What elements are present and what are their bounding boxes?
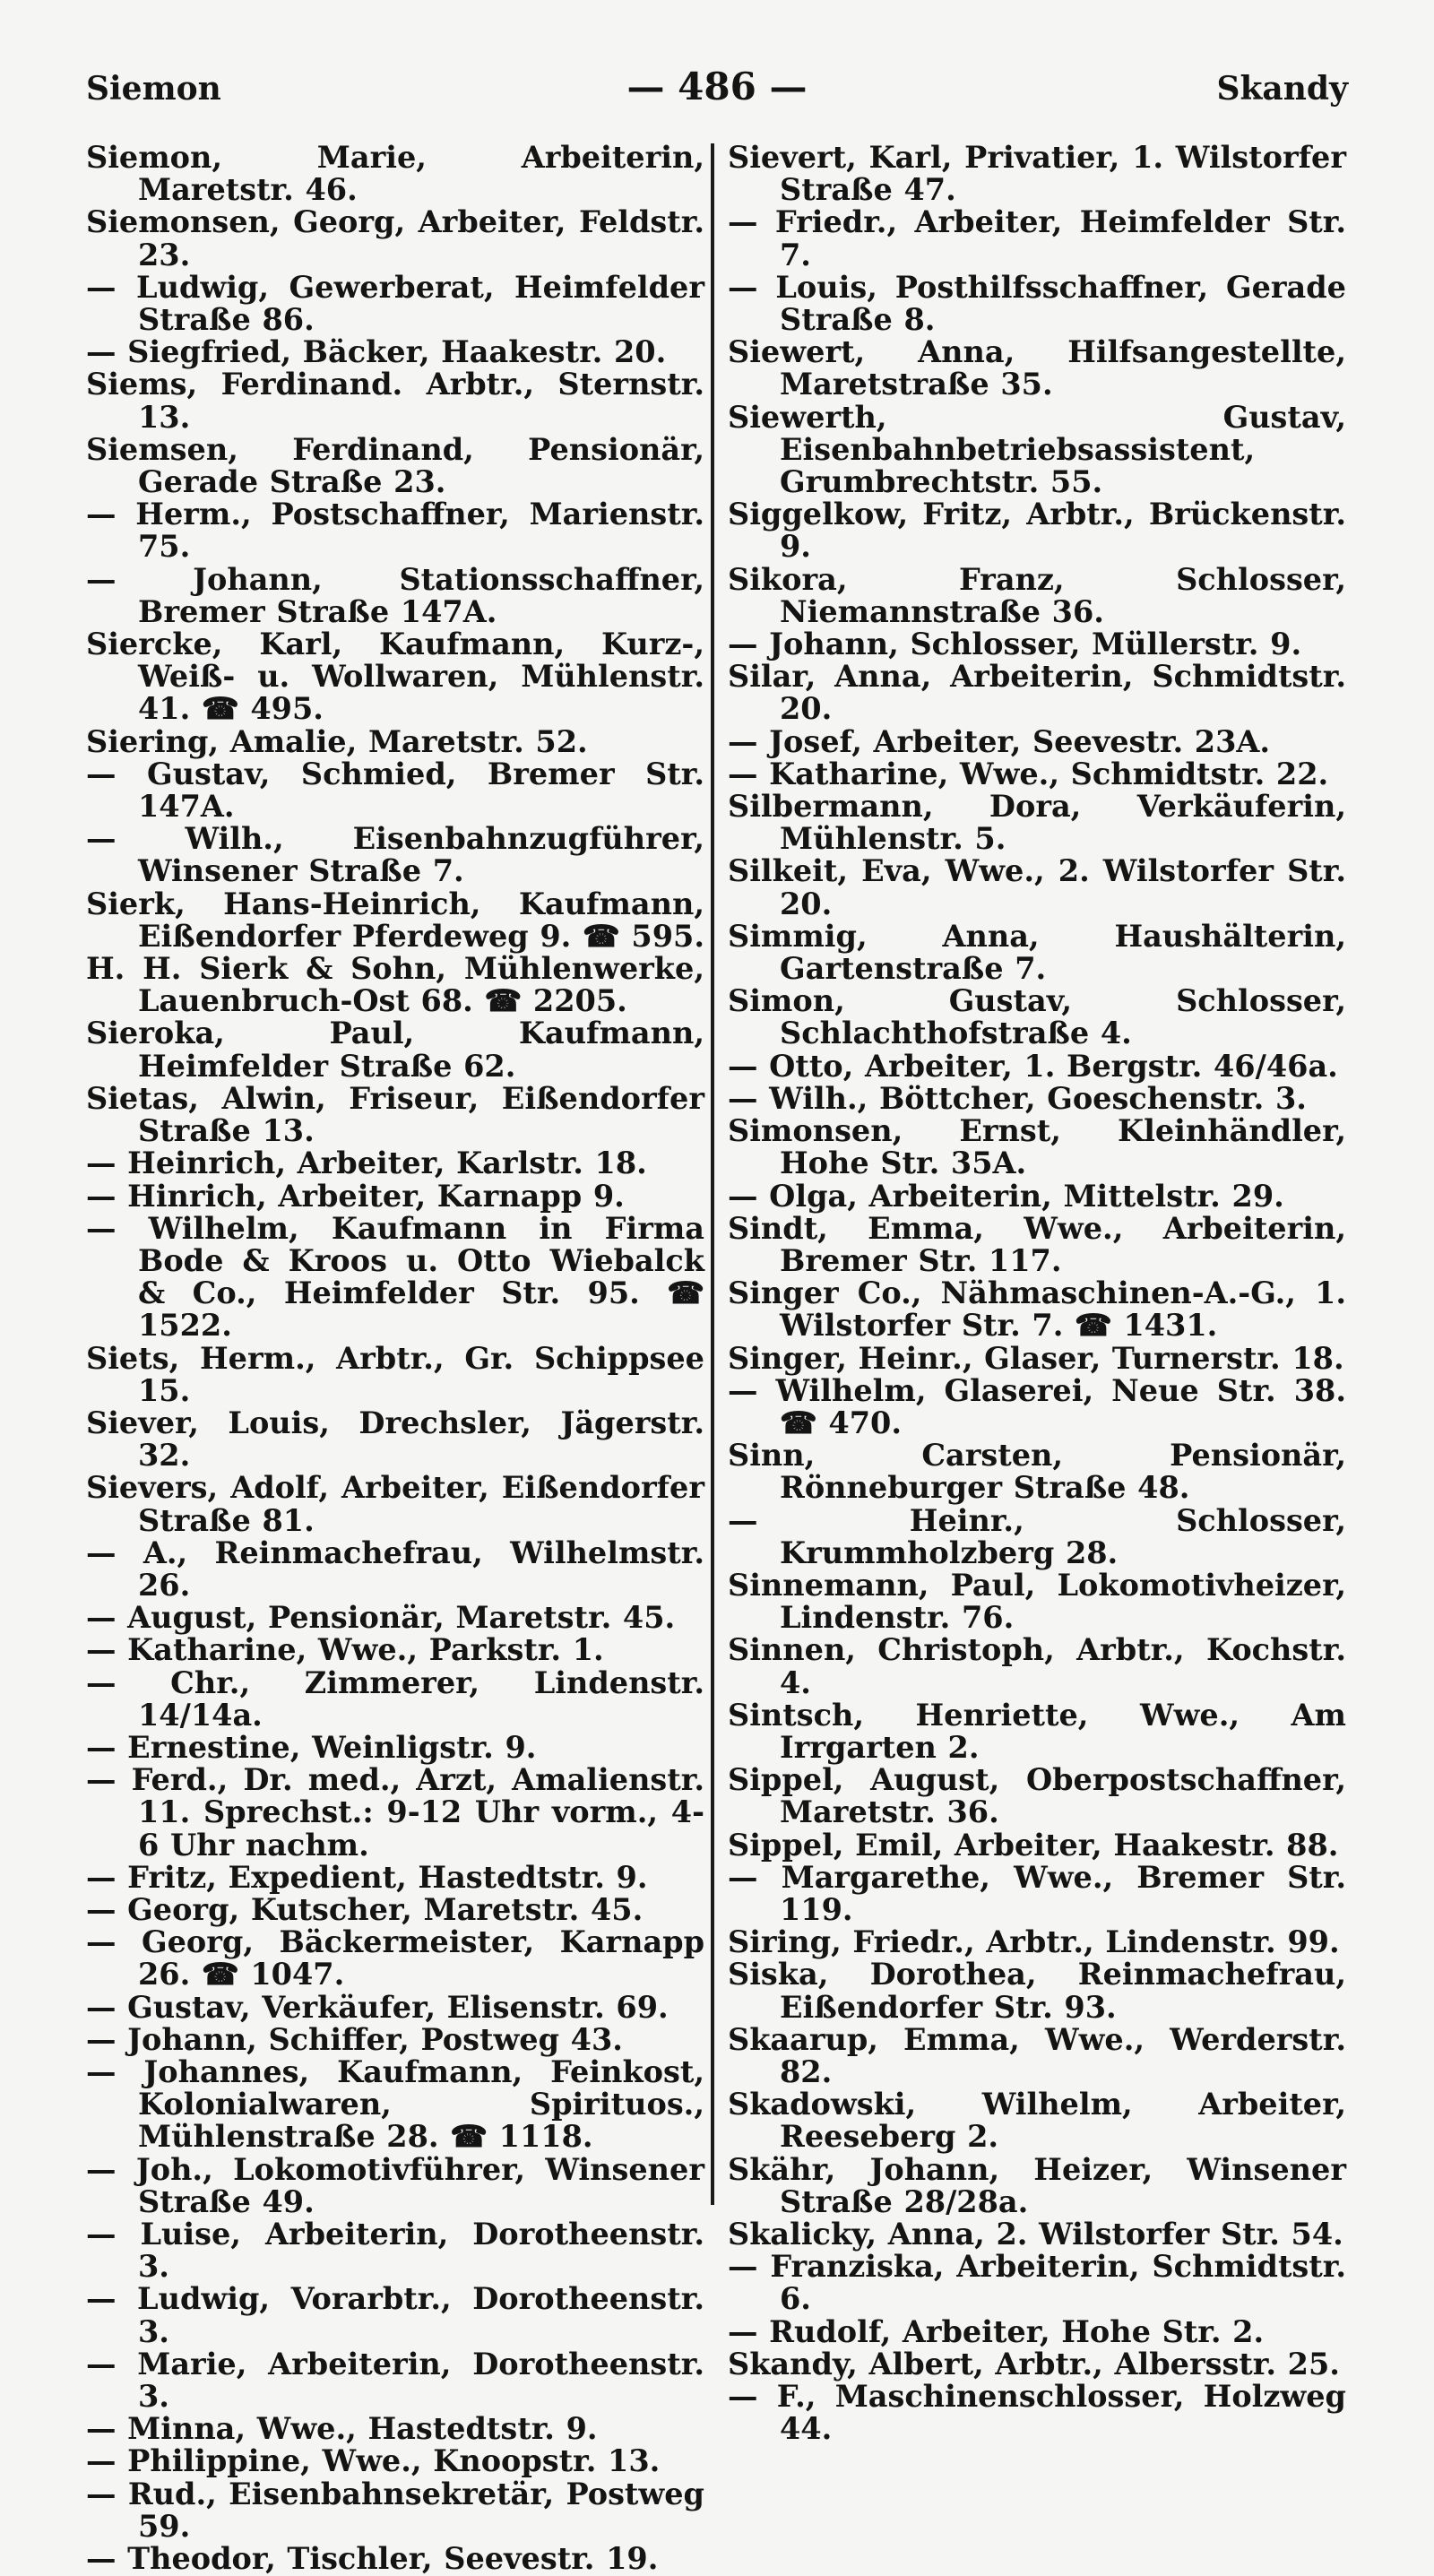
left-column bbox=[86, 142, 704, 2575]
directory-entry: — Herm., Postschaffner, Marienstr. 75. bbox=[86, 497, 704, 565]
directory-entry: — Josef, Arbeiter, Seevestr. 23A. bbox=[728, 723, 1271, 759]
directory-entry: — Friedr., Arbeiter, Heimfelder Str. 7. bbox=[728, 204, 1346, 272]
directory-entry: — Chr., Zimmerer, Lindenstr. 14/14a. bbox=[86, 1664, 704, 1733]
right-column bbox=[728, 142, 1346, 2445]
directory-entry: — Wilhelm, Glaserei, Neue Str. 38. ☎ 470. bbox=[728, 1372, 1346, 1440]
directory-entry: — Georg, Bäckermeister, Karnapp 26. ☎ 1047. bbox=[86, 1924, 704, 1993]
directory-entry: — Ludwig, Vorarbtr., Dorotheenstr. 3. bbox=[86, 2281, 704, 2349]
directory-entry: Singer, Heinr., Glaser, Turnerstr. 18. bbox=[728, 1340, 1344, 1376]
page-number: — 486 — bbox=[626, 65, 808, 108]
directory-entry: Sinnen, Christoph, Arbtr., Kochstr. 4. bbox=[728, 1632, 1346, 1700]
directory-entry: Siets, Herm., Arbtr., Gr. Schippsee 15. bbox=[86, 1340, 704, 1408]
directory-entry: Skähr, Johann, Heizer, Winsener Straße 28/28a. bbox=[728, 2151, 1346, 2219]
directory-entry: Siewerth, Gustav, Eisenbahnbetriebsassistent, Grumbrechtstr. 55. bbox=[728, 399, 1346, 500]
directory-entry: Sikora, Franz, Schlosser, Niemannstraße 36. bbox=[728, 561, 1346, 629]
directory-entry: — Wilh., Böttcher, Goeschenstr. 3. bbox=[728, 1080, 1307, 1116]
directory-entry: — Luise, Arbeiterin, Dorotheenstr. 3. bbox=[86, 2217, 704, 2285]
directory-entry: — Hinrich, Arbeiter, Karnapp 9. bbox=[86, 1178, 625, 1214]
directory-entry: Siever, Louis, Drechsler, Jägerstr. 32. bbox=[86, 1405, 704, 1474]
directory-entry: — August, Pensionär, Maretstr. 45. bbox=[86, 1600, 676, 1636]
directory-entry: Sippel, August, Oberpostschaffner, Maretstr. 36. bbox=[728, 1762, 1346, 1830]
directory-entry: Sietas, Alwin, Friseur, Eißendorfer Straße 13. bbox=[86, 1080, 704, 1149]
directory-entry: — Johannes, Kaufmann, Feinkost, Kolonialwaren, Spirituos., Mühlenstraße 28. ☎ 1118. bbox=[86, 2053, 704, 2155]
directory-entry: Silar, Anna, Arbeiterin, Schmidtstr. 20. bbox=[728, 659, 1346, 727]
directory-entry: Siska, Dorothea, Reinmachefrau, Eißendorfer Str. 93. bbox=[728, 1957, 1346, 2025]
header-right-keyword: Skandy bbox=[1216, 70, 1348, 108]
directory-entry: Siemsen, Ferdinand, Pensionär, Gerade Straße 23. bbox=[86, 431, 704, 500]
directory-entry: Sintsch, Henriette, Wwe., Am Irrgarten 2. bbox=[728, 1697, 1346, 1765]
directory-entry: Sieroka, Paul, Kaufmann, Heimfelder Straße 62. bbox=[86, 1016, 704, 1084]
directory-entry: Skadowski, Wilhelm, Arbeiter, Reeseberg 2. bbox=[728, 2087, 1346, 2155]
directory-entry: H. H. Sierk & Sohn, Mühlenwerke, Lauenbruch-Ost 68. ☎ 2205. bbox=[86, 951, 704, 1019]
directory-entry: — Georg, Kutscher, Maretstr. 45. bbox=[86, 1891, 644, 1927]
directory-entry: — Franziska, Arbeiterin, Schmidtstr. 6. bbox=[728, 2249, 1346, 2317]
directory-entry: — Ernestine, Weinligstr. 9. bbox=[86, 1729, 537, 1765]
directory-entry: Siggelkow, Fritz, Arbtr., Brückenstr. 9. bbox=[728, 497, 1346, 565]
directory-entry: Siems, Ferdinand. Arbtr., Sternstr. 13. bbox=[86, 367, 704, 435]
directory-entry: Sindt, Emma, Wwe., Arbeiterin, Bremer Str. 117. bbox=[728, 1210, 1346, 1278]
directory-entry: Siring, Friedr., Arbtr., Lindenstr. 99. bbox=[728, 1924, 1340, 1960]
directory-entry: — Marie, Arbeiterin, Dorotheenstr. 3. bbox=[86, 2346, 704, 2415]
directory-entry: — Ludwig, Gewerberat, Heimfelder Straße 86. bbox=[86, 269, 704, 338]
directory-entry: — Katharine, Wwe., Parkstr. 1. bbox=[86, 1632, 604, 1668]
directory-entry: Simmig, Anna, Haushälterin, Gartenstraße 7. bbox=[728, 918, 1346, 987]
directory-entry: — Rud., Eisenbahnsekretär, Postweg 59. bbox=[86, 2476, 704, 2544]
directory-entry: Singer Co., Nähmaschinen-A.-G., 1. Wilstorfer Str. 7. ☎ 1431. bbox=[728, 1275, 1346, 1344]
directory-entry: Simon, Gustav, Schlosser, Schlachthofstraße 4. bbox=[728, 983, 1346, 1051]
directory-entry: — Minna, Wwe., Hastedtstr. 9. bbox=[86, 2411, 598, 2447]
directory-entry: — Gustav, Verkäufer, Elisenstr. 69. bbox=[86, 1989, 669, 2025]
directory-entry: Siemon, Marie, Arbeiterin, Maretstr. 46. bbox=[86, 140, 704, 208]
directory-entry: — Fritz, Expedient, Hastedtstr. 9. bbox=[86, 1859, 648, 1895]
directory-entry: — Theodor, Tischler, Seevestr. 19. bbox=[86, 2541, 659, 2576]
directory-entry: Sievert, Karl, Privatier, 1. Wilstorfer Straße 47. bbox=[728, 140, 1346, 208]
directory-entry: Siemonsen, Georg, Arbeiter, Feldstr. 23. bbox=[86, 204, 704, 272]
directory-entry: Sievers, Adolf, Arbeiter, Eißendorfer Straße 81. bbox=[86, 1470, 704, 1538]
column-divider bbox=[711, 143, 714, 2205]
directory-entry: — Wilh., Eisenbahnzugführer, Winsener Straße 7. bbox=[86, 821, 704, 889]
directory-entry: — Gustav, Schmied, Bremer Str. 147A. bbox=[86, 756, 704, 825]
directory-entry: — Philippine, Wwe., Knoopstr. 13. bbox=[86, 2443, 661, 2479]
directory-entry: — F., Maschinenschlosser, Holzweg 44. bbox=[728, 2379, 1346, 2447]
directory-entry: — Ferd., Dr. med., Arzt, Amalienstr. 11. Sprechst.: 9-12 Uhr vorm., 4-6 Uhr nachm. bbox=[86, 1762, 704, 1863]
directory-entry: — Wilhelm, Kaufmann in Firma Bode & Kroos u. Otto Wiebalck & Co., Heimfelder Str. 95. ☎ 1522. bbox=[86, 1210, 704, 1344]
directory-entry: — Johann, Stationsschaffner, Bremer Straße 147A. bbox=[86, 561, 704, 629]
directory-entry: Silbermann, Dora, Verkäuferin, Mühlenstr. 5. bbox=[728, 789, 1346, 857]
directory-entry: — Katharine, Wwe., Schmidtstr. 22. bbox=[728, 756, 1329, 791]
directory-entry: — A., Reinmachefrau, Wilhelmstr. 26. bbox=[86, 1534, 704, 1603]
directory-entry: Sinnemann, Paul, Lokomotivheizer, Lindenstr. 76. bbox=[728, 1567, 1346, 1636]
directory-entry: — Heinr., Schlosser, Krummholzberg 28. bbox=[728, 1502, 1346, 1570]
directory-entry: — Otto, Arbeiter, 1. Bergstr. 46/46a. bbox=[728, 1048, 1338, 1084]
directory-entry: — Johann, Schlosser, Müllerstr. 9. bbox=[728, 627, 1302, 662]
directory-entry: Silkeit, Eva, Wwe., 2. Wilstorfer Str. 20. bbox=[728, 853, 1346, 921]
directory-entry: — Johann, Schiffer, Postweg 43. bbox=[86, 2021, 623, 2057]
directory-entry: — Olga, Arbeiterin, Mittelstr. 29. bbox=[728, 1178, 1284, 1214]
directory-entry: Skaarup, Emma, Wwe., Werderstr. 82. bbox=[728, 2021, 1346, 2089]
directory-entry: Siercke, Karl, Kaufmann, Kurz-, Weiß- u. Wollwaren, Mühlenstr. 41. ☎ 495. bbox=[86, 627, 704, 727]
directory-entry: — Louis, Posthilfsschaffner, Gerade Straße 8. bbox=[728, 269, 1346, 338]
directory-entry: — Margarethe, Wwe., Bremer Str. 119. bbox=[728, 1859, 1346, 1927]
header-left-keyword: Siemon bbox=[86, 70, 221, 108]
directory-entry: Sierk, Hans-Heinrich, Kaufmann, Eißendorfer Pferdeweg 9. ☎ 595. bbox=[86, 886, 704, 954]
directory-entry: — Joh., Lokomotivführer, Winsener Straße 49. bbox=[86, 2151, 704, 2219]
directory-entry: Siewert, Anna, Hilfsangestellte, Maretstraße 35. bbox=[728, 334, 1346, 402]
directory-entry: — Rudolf, Arbeiter, Hohe Str. 2. bbox=[728, 2313, 1265, 2349]
directory-entry: Simonsen, Ernst, Kleinhändler, Hohe Str. 35A. bbox=[728, 1113, 1346, 1181]
directory-entry: — Heinrich, Arbeiter, Karlstr. 18. bbox=[86, 1145, 647, 1181]
directory-entry: Sippel, Emil, Arbeiter, Haakestr. 88. bbox=[728, 1827, 1339, 1863]
directory-entry: Skandy, Albert, Arbtr., Albersstr. 25. bbox=[728, 2346, 1340, 2382]
directory-entry: Sinn, Carsten, Pensionär, Rönneburger Straße 48. bbox=[728, 1438, 1346, 1506]
directory-entry: Skalicky, Anna, 2. Wilstorfer Str. 54. bbox=[728, 2217, 1343, 2252]
page-header bbox=[86, 65, 1348, 115]
directory-entry: Siering, Amalie, Maretstr. 52. bbox=[86, 723, 588, 759]
directory-entry: — Siegfried, Bäcker, Haakestr. 20. bbox=[86, 334, 667, 370]
